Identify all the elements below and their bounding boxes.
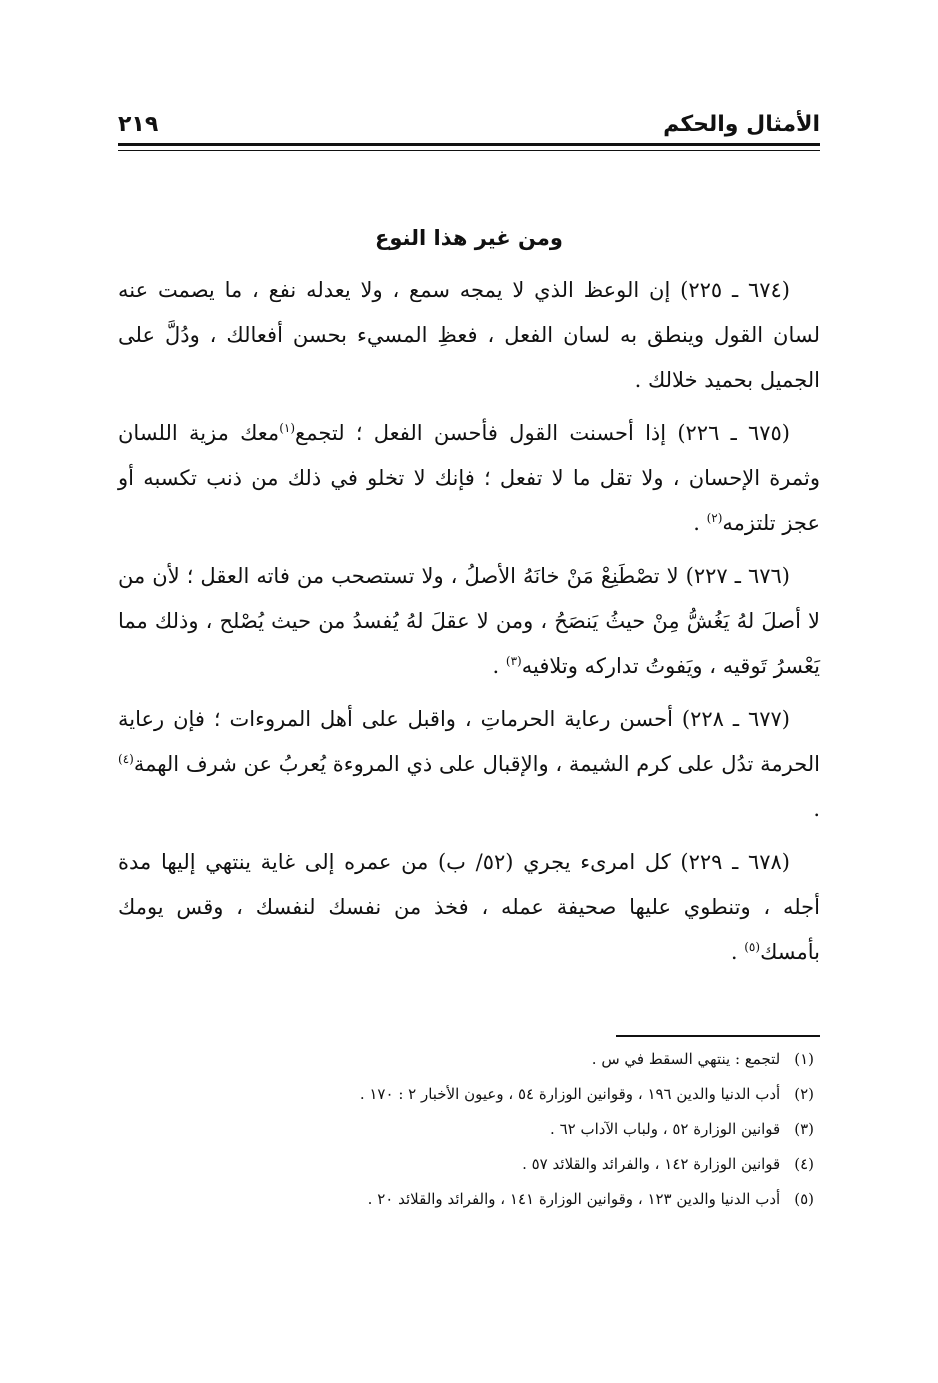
page-number: ٢١٩ — [118, 111, 159, 137]
paragraph-text: (٦٧٦ ـ ٢٢٧) لا تصْطَنِعْ مَنْ خانَهُ الأصلُ ، ولا تستصحب من فاته العقل ؛ لأن من لا أصلَ لهُ يَغُشُّ مِنْ حيثُ يَنصَحُ ، ومن لا عقلَ لهُ يُفسدُ من حيث يُصْلح ، وذلك مما يَعْسرُ تَوقيه ، ويَفوتُ تداركه وتلافيه — [118, 564, 820, 678]
footnote-text: أدب الدنيا والدين ١٢٣ ، وقوانين الوزارة ١٤١ ، والفرائد والقلائد ٢٠ . — [367, 1190, 781, 1208]
paragraph-text: (٦٧٥ ـ ٢٢٦) إذا أحسنت القول فأحسن الفعل ؛ لتجمع — [295, 421, 790, 445]
footnote-number: (١) — [794, 1050, 814, 1068]
page-header — [118, 104, 820, 144]
footnote-marker: (٣) — [505, 654, 522, 668]
footnote-number: (٥) — [794, 1190, 814, 1208]
footnote-text: قوانين الوزارة ١٤٢ ، والفرائد والقلائد ٥٧ . — [522, 1155, 781, 1173]
section-heading: ومن غير هذا النوع — [375, 226, 563, 250]
footnote — [118, 1182, 820, 1217]
paragraph-text: . — [730, 940, 745, 964]
paragraph — [118, 697, 820, 832]
paragraph — [118, 411, 820, 546]
paragraph-text: . — [492, 654, 506, 678]
paragraph-text: (٦٧٤ ـ ٢٢٥) إن الوعظ الذي لا يمجه سمع ، ولا يعدله نفع ، ما يصمت عنه لسان القول وينطق به لسان الفعل ، فعظِ المسيء بحسن أفعالك ، ودُلَّ على الجميل بحميد خلالك . — [118, 278, 820, 392]
footnote — [118, 1112, 820, 1147]
footnote-marker: (٥) — [744, 940, 761, 954]
paragraph — [118, 840, 820, 975]
footnote-number: (٤) — [794, 1155, 814, 1173]
footnote-text: لتجمع : ينتهي السقط في س . — [591, 1050, 781, 1068]
paragraph — [118, 268, 820, 403]
body-text — [118, 268, 820, 983]
footnote-marker: (١) — [279, 421, 296, 435]
footnote-marker: (٢) — [706, 511, 723, 525]
footnotes — [118, 1042, 820, 1217]
paragraph-text: . — [813, 797, 820, 821]
footnote — [118, 1042, 820, 1077]
footnote — [118, 1147, 820, 1182]
header-rule-thin — [118, 150, 820, 151]
footnote-separator — [616, 1035, 820, 1037]
paragraph — [118, 554, 820, 689]
paragraph-text: (٦٧٧ ـ ٢٢٨) أحسن رعاية الحرماتِ ، واقبل على أهل المروءات ؛ فإن رعاية الحرمة تدُل على كرم الشيمة ، والإقبال على ذي المروءة يُعربُ عن شرف الهمة — [118, 707, 820, 776]
footnote-number: (٣) — [794, 1120, 814, 1138]
footnote — [118, 1077, 820, 1112]
running-title: الأمثال والحكم — [663, 111, 820, 137]
paragraph-text: معك مزية اللسان وثمرة الإحسان ، ولا تقل ما لا تفعل ؛ فإنك لا تخلو في ذلك من ذنب تكسبه أو عجز تلتزمه — [118, 421, 820, 535]
footnote-text: أدب الدنيا والدين ١٩٦ ، وقوانين الوزارة ٥٤ ، وعيون الأخبار ٢ : ١٧٠ . — [359, 1085, 781, 1103]
paragraph-text: . — [693, 511, 707, 535]
footnote-number: (٢) — [794, 1085, 814, 1103]
paragraph-text: (٦٧٨ ـ ٢٢٩) كل امرىء يجري (٥٢/ ب) من عمره إلى غاية ينتهي إليها مدة أجله ، وتنطوي عليها صحيفة عمله ، فخذ من نفسك لنفسك ، وقس يومك بأمسك — [118, 850, 820, 964]
header-rule-thick — [118, 143, 820, 146]
footnote-text: قوانين الوزارة ٥٢ ، ولباب الآداب ٦٢ . — [550, 1120, 781, 1138]
footnote-marker: (٤) — [118, 752, 134, 766]
